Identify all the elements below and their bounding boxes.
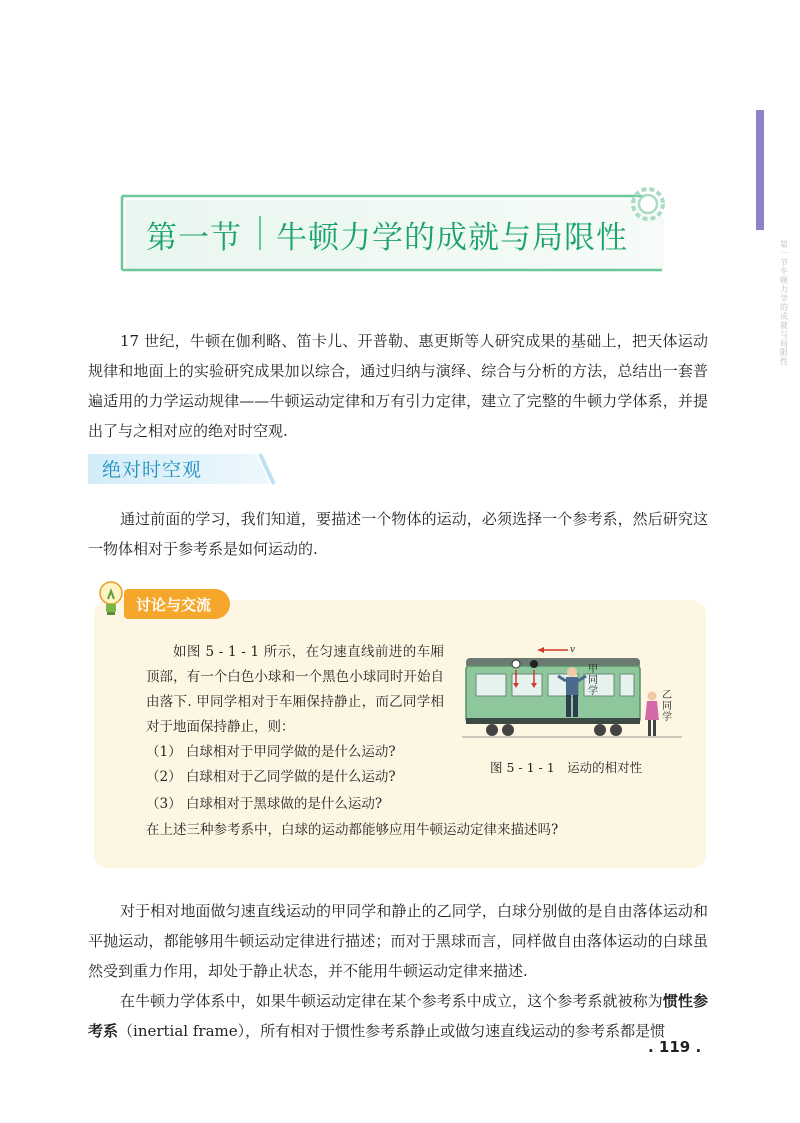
- train-figure: [462, 636, 682, 746]
- figure-caption: 图 5 - 1 - 1 运动的相对性: [490, 760, 643, 775]
- question-2: （2） 白球相对于乙同学做的是什么运动?: [146, 769, 396, 785]
- student-a-label-char: 学: [588, 686, 598, 697]
- section-title-banner: [112, 178, 682, 278]
- inertial-frame-term: 惯性参考系: [88, 992, 708, 1040]
- student-b-label-char: 乙: [662, 690, 672, 701]
- velocity-label: v: [570, 645, 576, 655]
- subsection-heading-text: 绝对时空观: [102, 459, 203, 481]
- paragraph-3: 对于相对地面做匀速直线运动的甲同学和静止的乙同学，白球分别做的是自由落体运动和平抛运动，都能够用牛顿运动定律进行描述；而对于黑球而言，同样做自由落体运动的白球虽然受到重力作用，却处于静止状态，并不能用牛顿运动定律来描述.: [88, 902, 708, 980]
- subsection-paragraph: 通过前面的学习，我们知道，要描述一个物体的运动，必须选择一个参考系，然后研究这一物体相对于参考系是如何运动的.: [88, 510, 708, 558]
- intro-paragraph: 17 世纪，牛顿在伽利略、笛卡儿、开普勒、惠更斯等人研究成果的基础上，把天体运动规律和地面上的实验研究成果加以综合，通过归纳与演绎、综合与分析的方法，总结出一套普遍适用的力学运动规律——牛顿运动定律和万有引力定律，建立了完整的牛顿力学体系，并提出了与之相对应的绝对时空观.: [88, 332, 708, 440]
- student-b-label: [662, 689, 672, 723]
- paragraph-4: [88, 986, 708, 1046]
- paragraph-4-before: 在牛顿力学体系中，如果牛顿运动定律在某个参考系中成立，这个参考系就被称为: [120, 992, 663, 1010]
- chapter-edge-text: 第一节 牛顿力学的成就与局限性: [780, 240, 788, 366]
- student-a-label-char: 同: [588, 675, 598, 686]
- section-number: 第一节: [146, 220, 242, 256]
- student-b-label-char: 学: [662, 712, 672, 723]
- discussion-intro: 如图 5 - 1 - 1 所示，在匀速直线前进的车厢顶部，有一个白色小球和一个黑色小球同时开始自由落下. 甲同学相对于车厢保持静止，而乙同学相对于地面保持静止，则：: [146, 644, 444, 735]
- discussion-label: [124, 589, 230, 619]
- page-number: . 119 .: [648, 1038, 702, 1056]
- question-3: （3） 白球相对于黑球做的是什么运动?: [146, 796, 383, 812]
- question-1: （1） 白球相对于甲同学做的是什么运动?: [146, 744, 396, 760]
- discussion-label-text: 讨论与交流: [136, 596, 212, 614]
- student-a-label-char: 甲: [588, 664, 598, 675]
- section-title: 牛顿力学的成就与局限性: [276, 220, 628, 256]
- student-b-label-char: 同: [662, 701, 672, 712]
- paragraph-4-after: （inertial frame），所有相对于惯性参考系静止或做匀速直线运动的参考系都是惯: [118, 1022, 666, 1040]
- subsection-heading: [88, 452, 278, 486]
- student-a-label: [588, 663, 598, 697]
- lightbulb-icon: [96, 579, 126, 621]
- chapter-edge-bar: [756, 110, 764, 230]
- discussion-closing: 在上述三种参考系中，白球的运动都能够应用牛顿运动定律来描述吗?: [146, 822, 559, 838]
